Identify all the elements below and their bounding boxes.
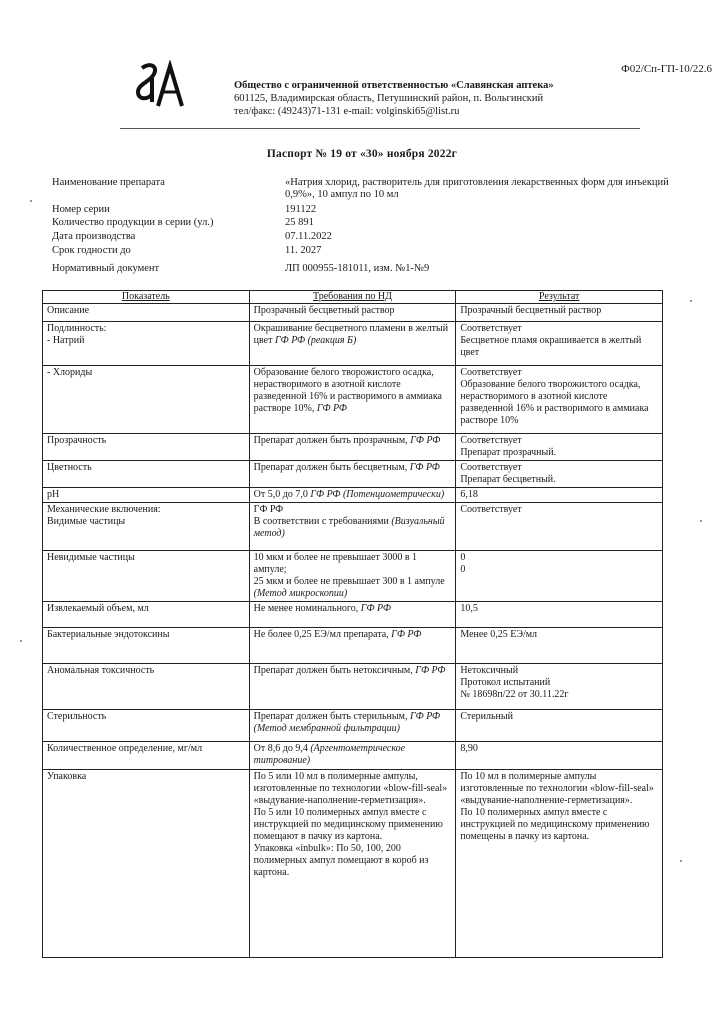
result-cell: Соответствует Препарат бесцветный. [456, 461, 663, 488]
table-row [43, 551, 663, 602]
param-cell: Извлекаемый объем, мл [43, 602, 250, 628]
company-logo-icon [132, 60, 190, 112]
param-cell: Аномальная токсичность [43, 664, 250, 710]
requirement-text: От 8,6 до 9,4 [253, 743, 308, 754]
info-label: Нормативный документ [52, 263, 160, 274]
requirement-method: (Визуальный метод) [253, 516, 445, 539]
requirement-cell [249, 461, 456, 488]
param-cell: pH [43, 488, 250, 503]
requirement-text: ГФ РФ В соответствии с требованиями [253, 504, 389, 527]
requirement-method: ГФ РФ (Метод мембранной фильтрации) [253, 711, 441, 734]
table-row [43, 322, 663, 366]
result-cell: Стерильный [456, 710, 663, 742]
param-cell: Бактериальные эндотоксины [43, 628, 250, 664]
requirement-cell [249, 664, 456, 710]
param-cell: Цветность [43, 461, 250, 488]
info-value: 07.11.2022 [285, 231, 332, 242]
table-header-row [43, 291, 663, 304]
requirement-method: (Аргентометрическое титрование) [253, 743, 406, 766]
info-value: ЛП 000955-181011, изм. №1-№9 [285, 263, 430, 274]
form-code: Ф02/Сп-ГП-10/22.6 [621, 63, 712, 75]
table-row [43, 304, 663, 322]
table-row [43, 710, 663, 742]
info-label: Количество продукции в серии (ул.) [52, 217, 214, 228]
requirement-cell [249, 488, 456, 503]
header-divider [120, 128, 640, 129]
requirement-cell [249, 366, 456, 434]
requirement-cell [249, 434, 456, 461]
result-cell: 8,90 [456, 742, 663, 770]
requirement-method: ГФ РФ [409, 462, 440, 473]
info-value: 191122 [285, 204, 317, 215]
param-cell: Механические включения: Видимые частицы [43, 503, 250, 551]
requirement-cell [249, 628, 456, 664]
requirement-text: По 5 или 10 мл в полимерные ампулы, изготовленные по технологии «blow-fill-seal» «выдувание-наполнение-герметизация». По 5 или 10 полимерных ампул вместе с инструкцией по медицинскому применению помещают в пачку из картона. Упаковка «inbulk»: По 50, 100, 200 полимерных ампул помещают в короб из картона. [253, 771, 448, 878]
requirement-text: Препарат должен быть стерильным, [253, 711, 408, 722]
info-value: 11. 2027 [285, 245, 322, 256]
requirement-text: От 5,0 до 7,0 [253, 489, 308, 500]
requirement-text: Образование белого творожистого осадка, нерастворимого в азотной кислоте разведенной 16% и растворимого в аммиака растворе 10%, [253, 367, 442, 414]
requirement-cell [249, 304, 456, 322]
table-row [43, 770, 663, 958]
company-contacts: тел/факс: (49243)71-131 e-mail: volginski65@list.ru [234, 106, 460, 117]
info-value: «Натрия хлорид, растворитель для приготовления лекарственных форм для инъекций 0,9%», 10 ампул по 10 мл [285, 177, 669, 200]
table-row [43, 434, 663, 461]
info-label: Номер серии [52, 204, 110, 215]
requirement-text: Препарат должен быть бесцветным, [253, 462, 408, 473]
table-row [43, 488, 663, 503]
table-row [43, 602, 663, 628]
param-cell: Невидимые частицы [43, 551, 250, 602]
result-cell: Соответствует Образование белого творожистого осадка, нерастворимого в азотной кислоте разведенной 16% и растворимого в аммиака растворе 10% [456, 366, 663, 434]
requirement-cell [249, 742, 456, 770]
requirement-method: ГФ РФ [391, 629, 422, 640]
result-cell: 10,5 [456, 602, 663, 628]
info-label: Дата производства [52, 231, 136, 242]
requirement-cell [249, 602, 456, 628]
requirement-method: (Метод микроскопии) [253, 588, 348, 599]
company-address: 601125, Владимирская область, Петушинский район, п. Вольгинский [234, 93, 544, 104]
quality-table [42, 290, 663, 958]
table-row [43, 628, 663, 664]
header-param: Показатель [43, 291, 250, 304]
info-value: 25 891 [285, 217, 314, 228]
param-cell: Упаковка [43, 770, 250, 958]
requirement-cell [249, 551, 456, 602]
requirement-method: ГФ РФ (Потенциометрически) [310, 489, 445, 500]
result-cell: Менее 0,25 ЕЭ/мл [456, 628, 663, 664]
requirement-cell [249, 322, 456, 366]
requirement-text: Препарат должен быть нетоксичным, [253, 665, 413, 676]
requirement-cell [249, 710, 456, 742]
requirement-text: 10 мкм и более не превышает 3000 в 1 ампуле; 25 мкм и более не превышает 300 в 1 ампуле [253, 552, 445, 587]
result-cell: Соответствует Препарат прозрачный. [456, 434, 663, 461]
param-cell: - Хлориды [43, 366, 250, 434]
requirement-text: Препарат должен быть прозрачным, [253, 435, 408, 446]
table-row [43, 503, 663, 551]
result-cell: Соответствует [456, 503, 663, 551]
result-cell: 6,18 [456, 488, 663, 503]
requirement-text: Окрашивание бесцветного пламени в желтый цвет [253, 323, 449, 346]
result-cell: Нетоксичный Протокол испытаний № 18698п/22 от 30.11.22г [456, 664, 663, 710]
table-row [43, 461, 663, 488]
requirement-cell [249, 503, 456, 551]
param-cell: Прозрачность [43, 434, 250, 461]
param-cell: Подлинность: - Натрий [43, 322, 250, 366]
company-name: Общество с ограниченной ответственностью «Славянская аптека» [234, 80, 554, 91]
requirement-method: ГФ РФ [360, 603, 391, 614]
requirement-method: ГФ РФ [410, 435, 441, 446]
table-row [43, 742, 663, 770]
requirement-method: ГФ РФ [316, 403, 347, 414]
requirement-cell [249, 770, 456, 958]
table-row [43, 664, 663, 710]
header-result: Результат [456, 291, 663, 304]
requirement-method: ГФ РФ (реакция Б) [274, 335, 357, 346]
result-cell: По 10 мл в полимерные ампулы изготовленные по технологии «blow-fill-seal» «выдувание-наполнение-герметизация». По 10 полимерных ампул вместе с инструкцией по медицинскому применению помещены в пачку из картона. [456, 770, 663, 958]
header-requirements: Требования по НД [249, 291, 456, 304]
passport-title: Паспорт № 19 от «30» ноября 2022г [266, 148, 458, 160]
requirement-method: ГФ РФ [415, 665, 446, 676]
result-cell: Соответствует Бесцветное пламя окрашивается в желтый цвет [456, 322, 663, 366]
param-cell: Количественное определение, мг/мл [43, 742, 250, 770]
result-cell: Прозрачный бесцветный раствор [456, 304, 663, 322]
info-label: Срок годности до [52, 245, 131, 256]
requirement-text: Прозрачный бесцветный раствор [253, 305, 395, 316]
requirement-text: Не более 0,25 ЕЭ/мл препарата, [253, 629, 389, 640]
requirement-text: Не менее номинального, [253, 603, 359, 614]
info-label: Наименование препарата [52, 177, 165, 188]
result-cell: 0 0 [456, 551, 663, 602]
param-cell: Стерильность [43, 710, 250, 742]
param-cell: Описание [43, 304, 250, 322]
table-row [43, 366, 663, 434]
company-header [234, 79, 554, 118]
